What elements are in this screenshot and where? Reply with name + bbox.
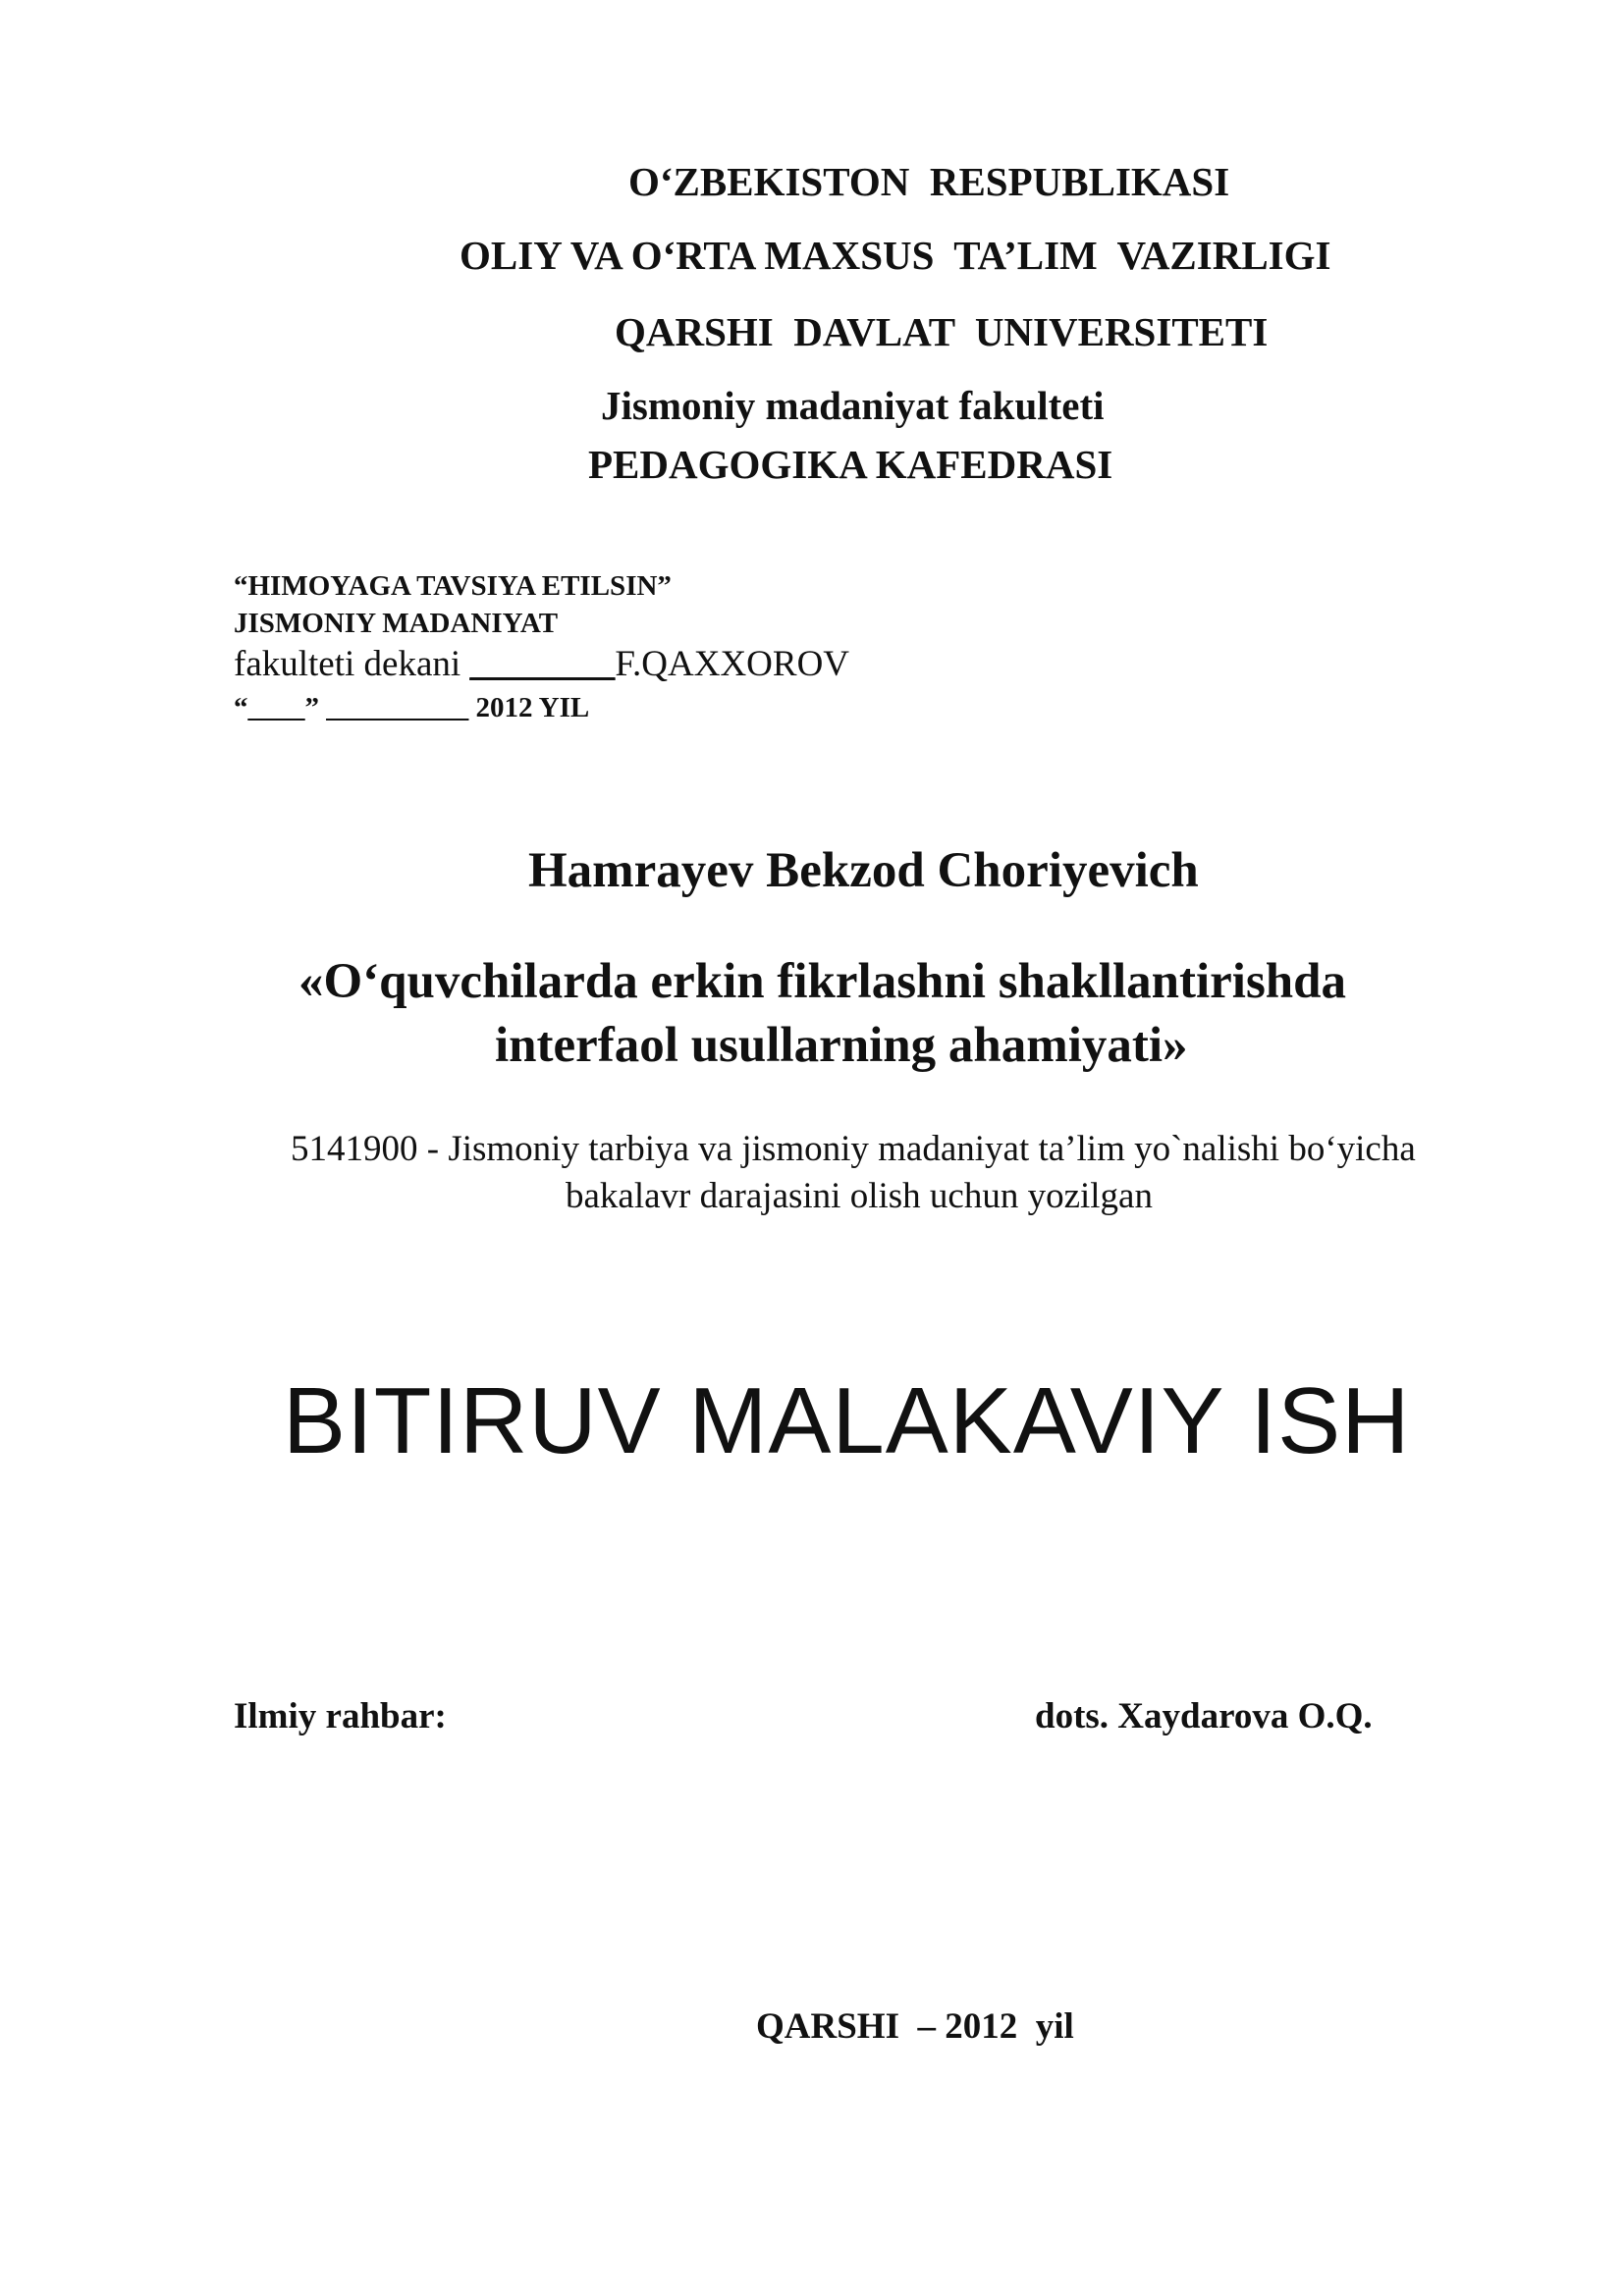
- approval-faculty: JISMONIY MADANIYAT: [234, 608, 559, 639]
- date-open-quote: “: [234, 692, 248, 723]
- dean-name: F.QAXXOROV: [615, 644, 850, 684]
- dean-signature-blank: ________: [469, 644, 616, 684]
- date-year: 2012 YIL: [468, 692, 590, 723]
- date-month-blank: __________: [326, 692, 469, 723]
- city-year-footer: QARSHI – 2012 yil: [756, 2006, 1074, 2047]
- thesis-title-line-1: «O‘quvchilarda erkin fikrlashni shakllantirishda: [298, 954, 1347, 1009]
- specialty-line-2: bakalavr darajasini olish uchun yozilgan: [566, 1176, 1153, 1216]
- date-close-quote: ”: [304, 692, 327, 723]
- approval-dean-line: [234, 646, 849, 682]
- date-day-blank: ____: [247, 692, 305, 723]
- country-heading: O‘ZBEKISTON RESPUBLIKASI: [628, 159, 1230, 204]
- approval-recommend: “HIMOYAGA TAVSIYA ETILSIN”: [234, 570, 672, 602]
- department-heading: PEDAGOGIKA KAFEDRASI: [588, 442, 1113, 487]
- document-type-heading: BITIRUV MALAKAVIY ISH: [283, 1368, 1411, 1473]
- university-heading: QARSHI DAVLAT UNIVERSITETI: [615, 309, 1269, 354]
- thesis-title-line-2: interfaol usullarning ahamiyati»: [495, 1018, 1188, 1073]
- supervisor-name: dots. Xaydarova O.Q.: [1035, 1696, 1373, 1736]
- approval-date-line: [234, 694, 589, 722]
- author-name: Hamrayev Bekzod Choriyevich: [528, 843, 1199, 898]
- supervisor-label: Ilmiy rahbar:: [234, 1696, 447, 1736]
- specialty-line-1: 5141900 - Jismoniy tarbiya va jismoniy madaniyat ta’lim yo`nalishi bo‘yicha: [291, 1129, 1416, 1169]
- faculty-heading: Jismoniy madaniyat fakulteti: [601, 383, 1105, 428]
- dean-prefix: fakulteti dekani: [234, 644, 470, 684]
- ministry-heading: OLIY VA O‘RTA MAXSUS TA’LIM VAZIRLIGI: [460, 233, 1331, 278]
